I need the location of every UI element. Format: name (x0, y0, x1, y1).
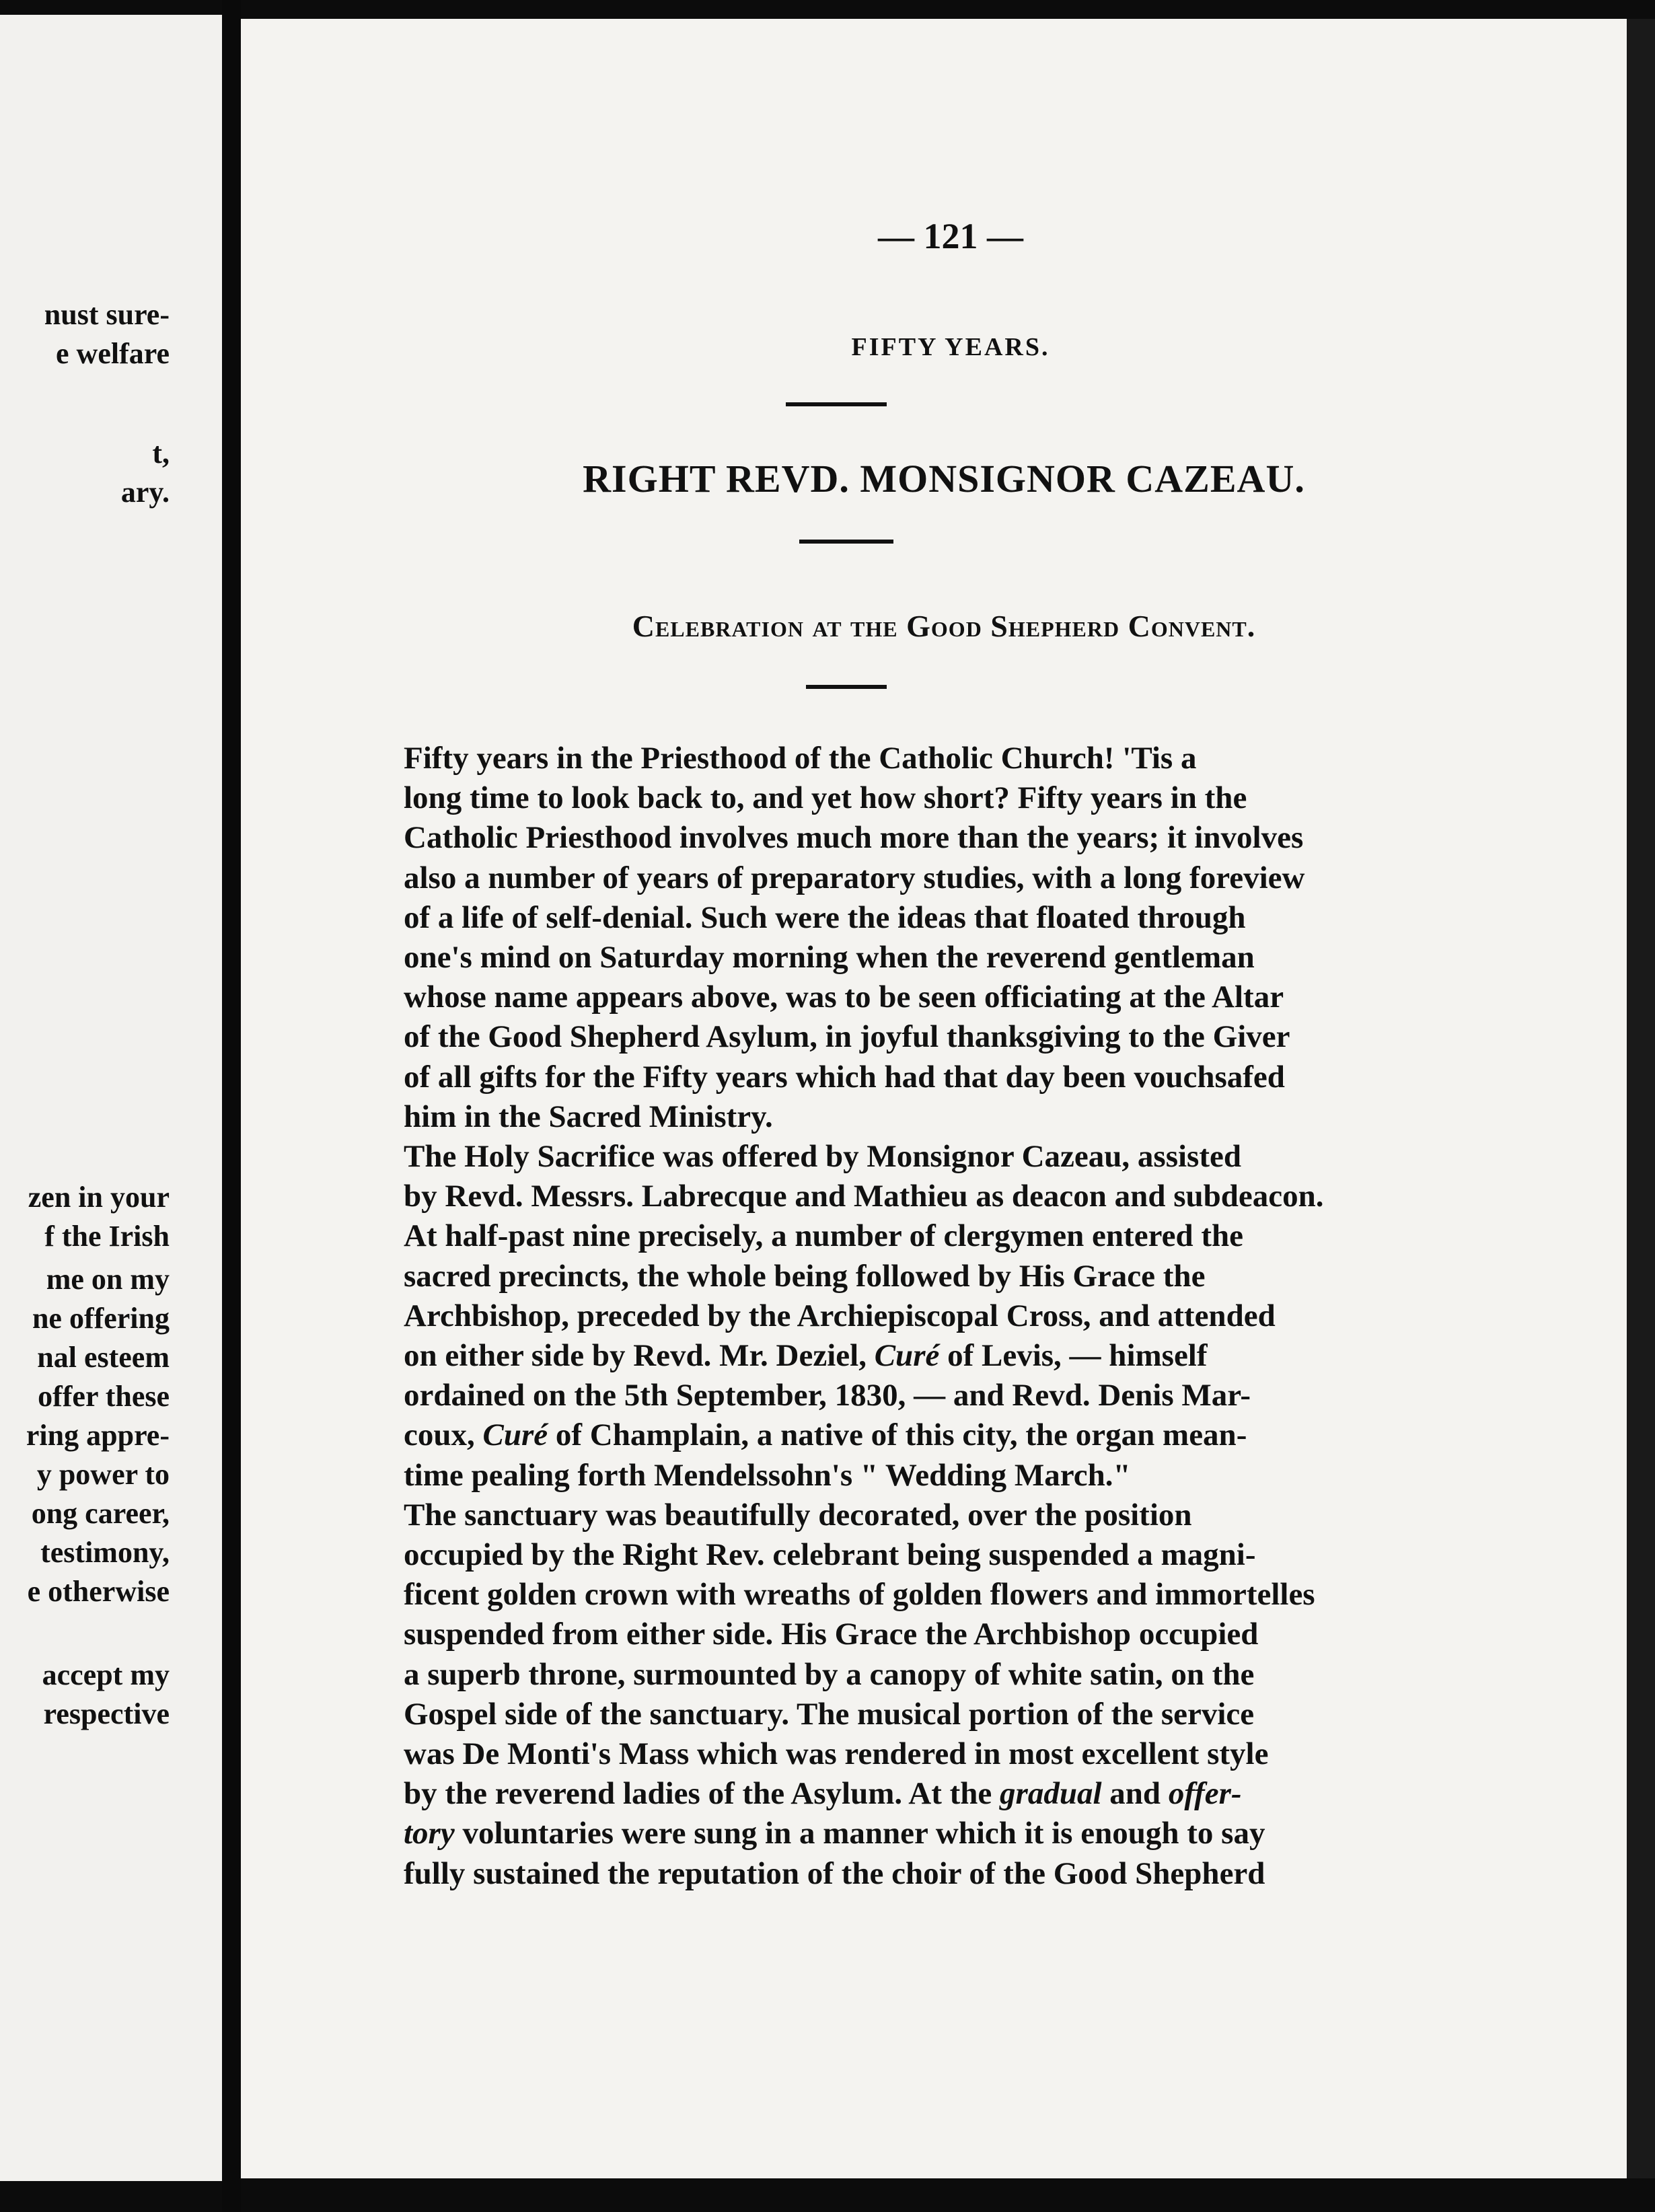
text-segment: on either side by Revd. Mr. Deziel, (404, 1338, 867, 1374)
book-gutter (222, 0, 241, 2212)
text-line: Gospel side of the sanctuary. The musical portion of the service (404, 1696, 1255, 1732)
article-subtitle: Celebration at the Good Shepherd Convent. (632, 609, 1256, 643)
text-segment: voluntaries were sung in a manner which it is enough to say (462, 1816, 1265, 1851)
text-line (323, 1774, 1588, 1814)
left-fragment-line: testimony, (40, 1536, 170, 1569)
text-line: of all gifts for the Fifty years which had that day been vouchsafed (404, 1059, 1285, 1095)
text-line (323, 1336, 1588, 1376)
text-segment: of Levis, — himself (947, 1338, 1208, 1374)
left-fragment-line: accept my (42, 1658, 170, 1691)
left-fragment-line: nal esteem (37, 1341, 170, 1374)
text-line: sacred precincts, the whole being followed by His Grace the (404, 1258, 1206, 1294)
divider-rule (799, 540, 893, 544)
divider-rule (806, 685, 887, 689)
article-body (323, 739, 1588, 1894)
book-page (241, 19, 1655, 2178)
text-line: also a number of years of preparatory studies, with a long foreview (404, 860, 1305, 895)
paragraph-3 (323, 1496, 1588, 1894)
left-fragment-line: t, (152, 437, 170, 470)
text-segment: of Champlain, a native of this city, the organ mean- (555, 1417, 1247, 1453)
left-fragment-line: respective (43, 1697, 170, 1730)
left-fragment-line: offer these (38, 1380, 170, 1413)
text-line: occupied by the Right Rev. celebrant being suspended a magni- (404, 1537, 1256, 1573)
text-line: was De Monti's Mass which was rendered in most excellent style (404, 1736, 1269, 1772)
italic-term: tory (404, 1816, 455, 1851)
left-fragment-line: ring appre- (26, 1419, 170, 1452)
text-line: Fifty years in the Priesthood of the Catholic Church! 'Tis a (404, 741, 1197, 776)
left-fragment-line: zen in your (28, 1181, 170, 1214)
left-fragment-line: y power to (36, 1458, 170, 1491)
italic-term: offer- (1168, 1776, 1242, 1812)
text-segment: by the reverend ladies of the Asylum. At the (404, 1776, 992, 1812)
text-line: ordained on the 5th September, 1830, — and Revd. Denis Mar- (404, 1378, 1251, 1413)
text-line: one's mind on Saturday morning when the reverend gentleman (404, 940, 1255, 975)
paragraph-1 (323, 739, 1588, 1137)
page-number: — 121 — (878, 216, 1023, 256)
left-fragment-line: e otherwise (27, 1575, 170, 1608)
text-line: whose name appears above, was to be seen officiating at the Altar (404, 980, 1284, 1015)
text-line: by Revd. Messrs. Labrecque and Mathieu as deacon and subdeacon. (404, 1179, 1324, 1214)
text-line: of the Good Shepherd Asylum, in joyful thanksgiving to the Giver (404, 1019, 1290, 1055)
left-fragment-line: ary. (120, 476, 170, 509)
text-segment: and (1109, 1776, 1161, 1812)
text-line: The sanctuary was beautifully decorated, over the position (404, 1497, 1192, 1533)
italic-term: gradual (1000, 1776, 1102, 1812)
left-fragment-line: ong career, (31, 1497, 170, 1530)
italic-term: Curé (874, 1338, 940, 1374)
divider-rule (786, 402, 887, 406)
italic-term: Curé (482, 1417, 548, 1453)
text-line: of a life of self-denial. Such were the ideas that floated through (404, 899, 1246, 935)
text-line (323, 1415, 1588, 1455)
text-line: ficent golden crown with wreaths of golden flowers and immortelles (404, 1577, 1315, 1613)
text-line: At half-past nine precisely, a number of clergymen entered the (404, 1218, 1243, 1254)
running-head: FIFTY YEARS. (851, 333, 1050, 361)
left-fragment-line: nust sure- (44, 298, 170, 331)
left-fragment-line: e welfare (56, 337, 170, 370)
paragraph-2 (323, 1137, 1588, 1496)
text-line: suspended from either side. His Grace the Archbishop occupied (404, 1617, 1259, 1652)
text-line: him in the Sacred Ministry. (404, 1099, 773, 1134)
text-line: fully sustained the reputation of the choir of the Good Shepherd (404, 1855, 1265, 1891)
left-fragment-line: f the Irish (44, 1220, 170, 1253)
left-fragment-line: ne offering (32, 1302, 170, 1335)
article-title: RIGHT REVD. MONSIGNOR CAZEAU. (583, 457, 1305, 501)
text-line: long time to look back to, and yet how short? Fifty years in the (404, 780, 1247, 816)
text-line: Catholic Priesthood involves much more than the years; it involves (404, 820, 1304, 856)
text-line: a superb throne, surmounted by a canopy of white satin, on the (404, 1656, 1255, 1692)
left-fragment-line: me on my (46, 1263, 170, 1296)
text-segment: coux, (404, 1417, 475, 1453)
text-line: The Holy Sacrifice was offered by Monsignor Cazeau, assisted (404, 1139, 1241, 1175)
text-line (323, 1814, 1588, 1853)
text-line: time pealing forth Mendelssohn's " Wedding March." (404, 1457, 1131, 1493)
previous-page-fragment (0, 15, 222, 2181)
text-line: Archbishop, preceded by the Archiepiscopal Cross, and attended (404, 1298, 1276, 1333)
